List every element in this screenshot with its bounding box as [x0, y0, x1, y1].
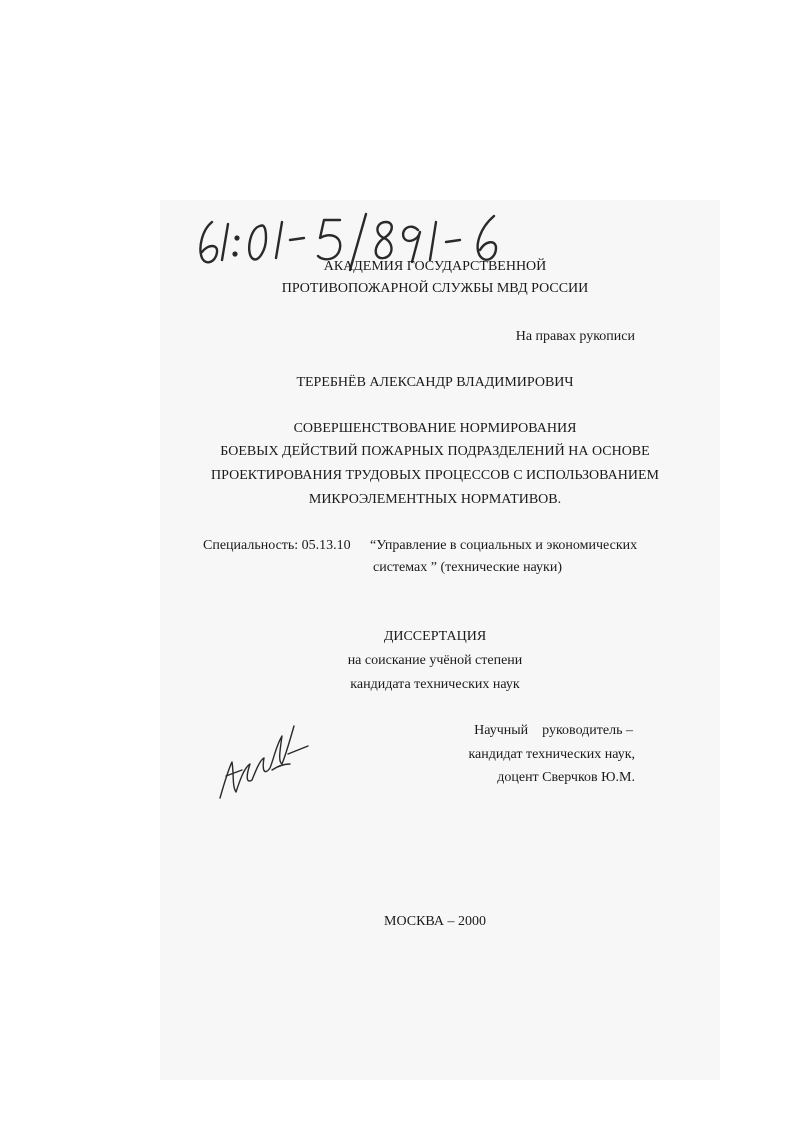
specialty-label: Специальность: 05.13.10: [203, 538, 351, 553]
degree-title: ДИССЕРТАЦИЯ: [383, 629, 487, 644]
supervisor-line-3: доцент Сверчков Ю.М.: [497, 770, 635, 785]
handwritten-signature: [212, 718, 312, 808]
supervisor-line-1: Научный руководитель –: [474, 723, 633, 738]
degree-line-2: кандидата технических наук: [350, 677, 520, 692]
supervisor-line-2: кандидат технических наук,: [468, 747, 635, 762]
title-line-3: ПРОЕКТИРОВАНИЯ ТРУДОВЫХ ПРОЦЕССОВ С ИСПОЛЬЗОВАНИЕМ: [211, 468, 659, 483]
title-line-2: БОЕВЫХ ДЕЙСТВИЙ ПОЖАРНЫХ ПОДРАЗДЕЛЕНИЙ НА ОСНОВЕ: [220, 444, 650, 459]
specialty-line-1: “Управление в социальных и экономических: [370, 538, 638, 553]
institution-line-1: АКАДЕМИЯ ГОСУДАРСТВЕННОЙ: [323, 259, 547, 274]
author-name: ТЕРЕБНЁВ АЛЕКСАНДР ВЛАДИМИРОВИЧ: [296, 375, 574, 390]
specialty-line-2: системах ” (технические науки): [373, 560, 563, 575]
degree-line-1: на соискание учёной степени: [347, 653, 523, 668]
manuscript-note: На правах рукописи: [515, 329, 635, 344]
title-line-1: СОВЕРШЕНСТВОВАНИЕ НОРМИРОВАНИЯ: [293, 421, 577, 436]
place-and-year: МОСКВА – 2000: [384, 914, 486, 929]
title-line-4: МИКРОЭЛЕМЕНТНЫХ НОРМАТИВОВ.: [308, 492, 562, 507]
institution-line-2: ПРОТИВОПОЖАРНОЙ СЛУЖБЫ МВД РОССИИ: [281, 281, 589, 296]
